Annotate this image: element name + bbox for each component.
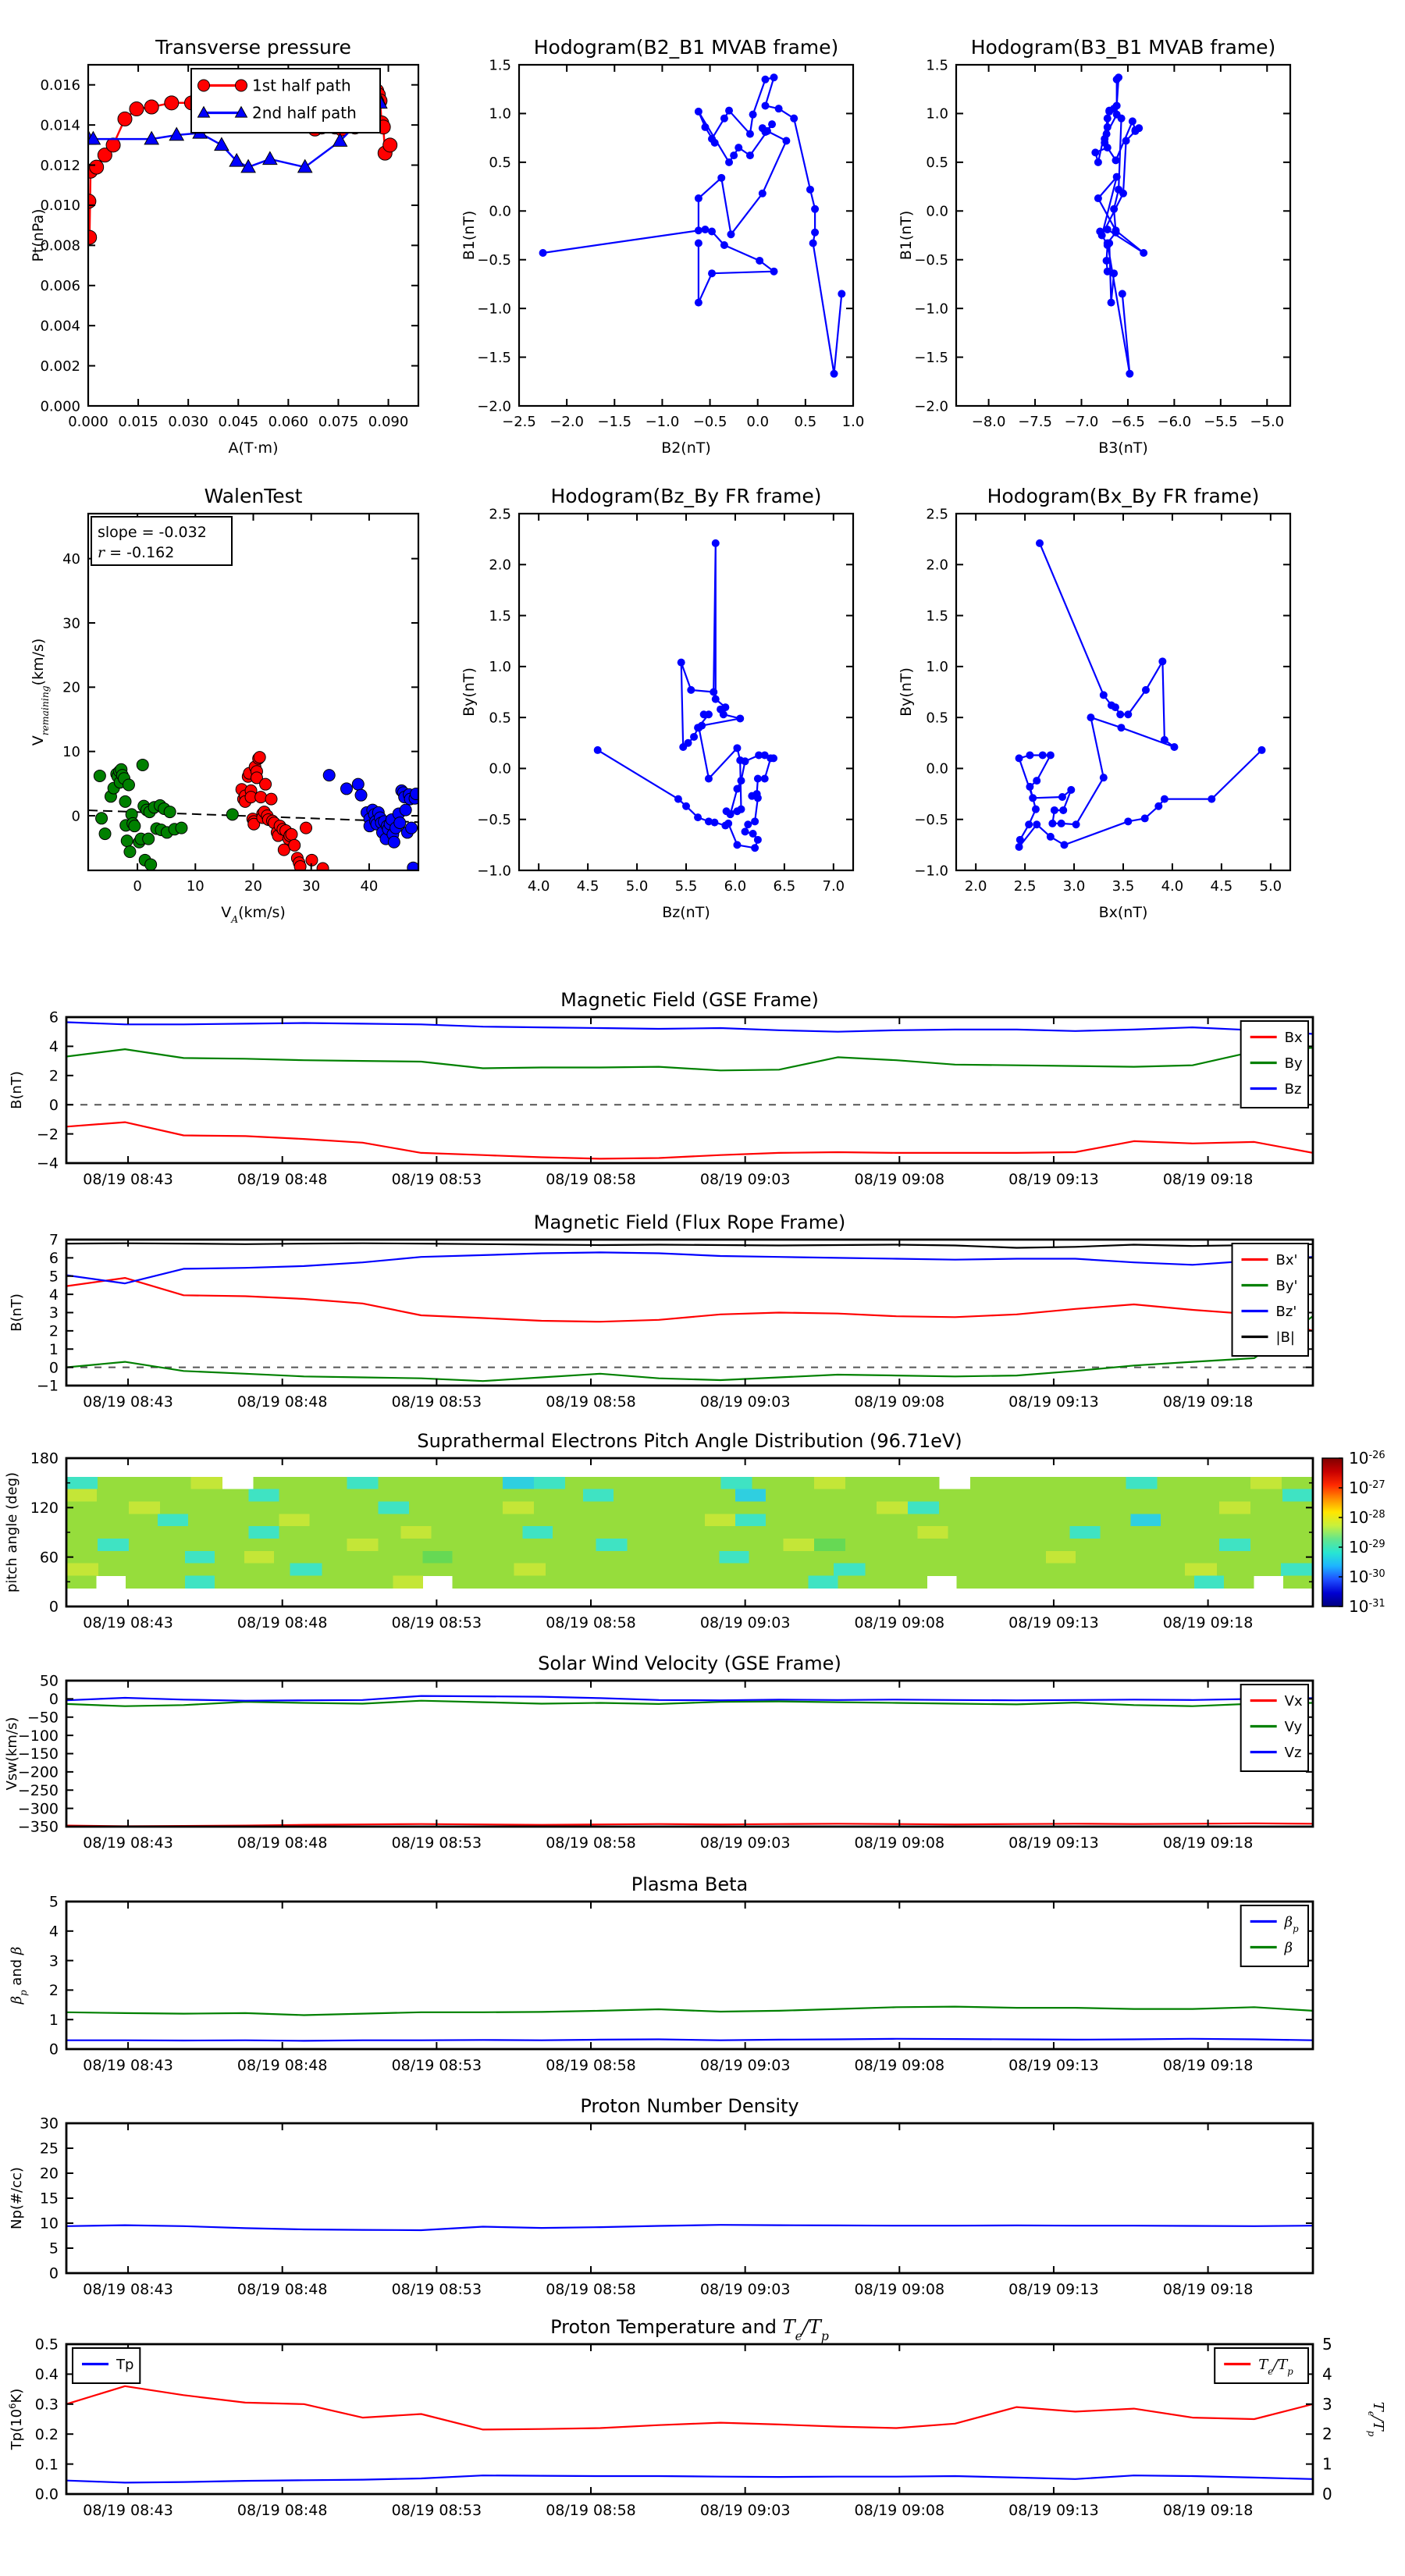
svg-text:08/19 08:58: 08/19 08:58	[546, 2281, 636, 2298]
svg-text:Te/Tp: $T_e/T_p$	[1366, 2401, 1386, 2437]
svg-text:08/19 09:03: 08/19 09:03	[699, 1393, 791, 1411]
svg-text:1.5: 1.5	[926, 57, 948, 74]
svg-text:0.5: 0.5	[794, 414, 817, 430]
svg-text:08/19 08:43: 08/19 08:43	[83, 2057, 173, 2074]
svg-text:08/19 08:53: 08/19 08:53	[391, 2502, 482, 2519]
svg-text:slope = -0.032: slope = -0.032	[98, 524, 207, 542]
svg-text:10: 10	[62, 743, 80, 760]
svg-text:0: 0	[48, 1359, 59, 1377]
svg-text:Vx: Vx	[1284, 1692, 1303, 1710]
svg-text:Proton Temperature and Te/Tp: Proton Temperature and $T_e/T_p$	[550, 2316, 829, 2343]
svg-text:4.5: 4.5	[1210, 878, 1233, 895]
svg-text:WalenTest: WalenTest	[204, 485, 303, 507]
svg-text:−2: −2	[36, 1126, 59, 1144]
svg-text:120: 120	[30, 1499, 59, 1517]
svg-text:08/19 09:13: 08/19 09:13	[1008, 2502, 1099, 2519]
svg-text:08/19 09:13: 08/19 09:13	[1008, 1393, 1099, 1411]
svg-text:08/19 09:18: 08/19 09:18	[1162, 1393, 1254, 1411]
svg-text:5.0: 5.0	[1259, 878, 1282, 895]
svg-text:Vz: Vz	[1284, 1744, 1302, 1761]
svg-text:Vsw(km/s): Vsw(km/s)	[4, 1717, 20, 1791]
svg-text:−2.0: −2.0	[550, 414, 585, 430]
svg-text:6: 6	[48, 1250, 59, 1268]
svg-text:40: 40	[62, 550, 80, 568]
svg-text:1: 1	[48, 2011, 59, 2029]
svg-text:2: 2	[1322, 2425, 1332, 2444]
panel-pitch-angle-distribution	[0, 1421, 1405, 1643]
svg-text:−1.0: −1.0	[645, 414, 680, 430]
svg-text:Bx: Bx	[1284, 1029, 1303, 1046]
svg-text:6.0: 6.0	[724, 878, 747, 895]
svg-text:−1: −1	[36, 1377, 59, 1395]
svg-text:08/19 09:03: 08/19 09:03	[699, 1834, 791, 1852]
svg-text:By(nT): By(nT)	[898, 667, 915, 717]
svg-text:08/19 09:03: 08/19 09:03	[699, 2502, 791, 2519]
svg-text:−8.0: −8.0	[971, 414, 1006, 430]
svg-text:B1(nT): B1(nT)	[898, 210, 915, 261]
pad-canvas	[0, 1421, 1405, 1643]
svg-text:2.0: 2.0	[964, 878, 987, 895]
svg-text:−6.5: −6.5	[1111, 414, 1145, 430]
svg-text:10-30: $10^{-30}$	[1349, 1567, 1385, 1586]
panel-proton-number-density	[0, 2086, 1405, 2308]
svg-text:08/19 08:58: 08/19 08:58	[546, 2057, 636, 2074]
wt-canvas	[27, 451, 455, 951]
svg-text:60: 60	[39, 1549, 59, 1567]
svg-text:Suprathermal Electrons Pitch A: Suprathermal Electrons Pitch Angle Distribution (96.71eV)	[417, 1430, 962, 1452]
svg-text:Bz(nT): Bz(nT)	[662, 904, 710, 921]
svg-text:−2.5: −2.5	[502, 414, 536, 430]
svg-text:−1.0: −1.0	[914, 301, 948, 318]
svg-text:−1.0: −1.0	[914, 863, 948, 880]
svg-text:−5.5: −5.5	[1203, 414, 1238, 430]
tp-canvas	[27, 9, 455, 478]
svg-text:−1.5: −1.5	[914, 349, 948, 366]
svg-text:08/19 09:03: 08/19 09:03	[699, 1171, 791, 1188]
svg-text:08/19 09:03: 08/19 09:03	[699, 2281, 791, 2298]
svg-text:180: 180	[30, 1450, 59, 1468]
h21-canvas	[458, 9, 886, 478]
svg-text:0.016: 0.016	[40, 77, 80, 94]
svg-text:1: 1	[1322, 2454, 1332, 2474]
svg-text:3: 3	[1322, 2394, 1332, 2414]
svg-text:3.0: 3.0	[1062, 878, 1086, 895]
svg-text:10-28: $10^{-28}$	[1349, 1508, 1385, 1527]
svg-text:4: 4	[48, 1923, 59, 1941]
svg-text:30: 30	[302, 878, 321, 895]
svg-text:Tp(106K): $Tp(10^6K)$	[7, 2388, 25, 2450]
svg-text:08/19 09:18: 08/19 09:18	[1162, 2057, 1254, 2074]
svg-text:By: By	[1284, 1055, 1303, 1072]
svg-text:5.0: 5.0	[625, 878, 649, 895]
svg-text:5: 5	[48, 1893, 59, 1911]
svg-text:0.008: 0.008	[40, 237, 80, 254]
hxy-canvas	[889, 451, 1326, 951]
svg-text:08/19 09:13: 08/19 09:13	[1008, 1834, 1099, 1852]
svg-text:0: 0	[133, 878, 142, 895]
svg-text:Bz': Bz'	[1275, 1303, 1297, 1320]
svg-text:20: 20	[244, 878, 262, 895]
svg-text:20: 20	[62, 679, 80, 696]
svg-text:08/19 08:43: 08/19 08:43	[83, 2281, 173, 2298]
svg-text:4.0: 4.0	[527, 878, 550, 895]
svg-text:08/19 08:53: 08/19 08:53	[391, 1614, 482, 1631]
svg-text:0: 0	[71, 808, 80, 825]
svg-text:Pt(nPa): Pt(nPa)	[30, 208, 47, 262]
svg-text:0.5: 0.5	[926, 155, 948, 172]
svg-text:08/19 08:48: 08/19 08:48	[237, 1614, 328, 1631]
svg-text:08/19 08:43: 08/19 08:43	[83, 2502, 173, 2519]
svg-text:08/19 09:08: 08/19 09:08	[854, 2281, 945, 2298]
svg-text:08/19 09:03: 08/19 09:03	[699, 2057, 791, 2074]
svg-text:0.5: 0.5	[489, 710, 511, 727]
svg-text:4.5: 4.5	[576, 878, 599, 895]
svg-text:08/19 09:18: 08/19 09:18	[1162, 1834, 1254, 1852]
svg-text:08/19 08:58: 08/19 08:58	[546, 1614, 636, 1631]
tp2-canvas	[0, 2307, 1405, 2576]
svg-text:pitch angle (deg): pitch angle (deg)	[4, 1471, 20, 1593]
svg-text:30: 30	[62, 615, 80, 632]
svg-text:1: 1	[48, 1340, 59, 1358]
svg-text:0.006: 0.006	[40, 278, 80, 295]
chart-hodogram-bz-by	[458, 451, 886, 951]
svg-text:08/19 08:53: 08/19 08:53	[391, 2057, 482, 2074]
svg-text:−1.5: −1.5	[597, 414, 632, 430]
svg-text:08/19 09:08: 08/19 09:08	[854, 1171, 945, 1188]
svg-text:08/19 08:53: 08/19 08:53	[391, 1171, 482, 1188]
svg-text:08/19 09:18: 08/19 09:18	[1162, 2502, 1254, 2519]
svg-text:−2.0: −2.0	[477, 398, 511, 415]
svg-text:Magnetic Field (GSE Frame): Magnetic Field (GSE Frame)	[560, 989, 819, 1011]
svg-text:−6.0: −6.0	[1157, 414, 1192, 430]
chart-walen-test	[27, 451, 455, 951]
svg-text:By(nT): By(nT)	[461, 667, 478, 717]
svg-text:0.5: 0.5	[489, 155, 511, 172]
svg-text:0: 0	[48, 1691, 59, 1709]
svg-text:Proton Number Density: Proton Number Density	[580, 2095, 799, 2117]
svg-text:08/19 09:08: 08/19 09:08	[854, 2502, 945, 2519]
svg-text:08/19 08:58: 08/19 08:58	[546, 1171, 636, 1188]
svg-text:7.0: 7.0	[822, 878, 845, 895]
svg-text:08/19 09:13: 08/19 09:13	[1008, 2281, 1099, 2298]
svg-text:Magnetic Field (Flux Rope Fram: Magnetic Field (Flux Rope Frame)	[533, 1212, 846, 1233]
svg-text:10: 10	[186, 878, 205, 895]
svg-text:2.5: 2.5	[1013, 878, 1037, 895]
svg-text:0.075: 0.075	[318, 414, 359, 430]
svg-text:08/19 08:58: 08/19 08:58	[546, 1393, 636, 1411]
svg-text:0.015: 0.015	[118, 414, 158, 430]
svg-text:−200: −200	[17, 1763, 59, 1781]
svg-text:0.0: 0.0	[489, 203, 511, 220]
svg-text:0.090: 0.090	[368, 414, 409, 430]
svg-text:4: 4	[48, 1038, 59, 1056]
svg-text:5: 5	[1322, 2335, 1332, 2354]
svg-text:08/19 08:48: 08/19 08:48	[237, 2281, 328, 2298]
svg-text:0.014: 0.014	[40, 117, 80, 134]
panel-magnetic-field-flux-rope	[0, 1202, 1405, 1425]
svg-text:25: 25	[39, 2140, 59, 2158]
svg-text:B(nT): B(nT)	[9, 1293, 25, 1332]
svg-text:3: 3	[48, 1952, 59, 1970]
svg-text:4.0: 4.0	[1161, 878, 1184, 895]
svg-text:08/19 09:13: 08/19 09:13	[1008, 1614, 1099, 1631]
svg-text:−4: −4	[36, 1155, 59, 1172]
fr-canvas	[0, 1202, 1405, 1425]
svg-text:20: 20	[39, 2165, 59, 2183]
svg-text:08/19 08:43: 08/19 08:43	[83, 1834, 173, 1852]
svg-text:1.5: 1.5	[489, 607, 511, 624]
svg-text:−0.5: −0.5	[914, 252, 948, 269]
svg-text:1.0: 1.0	[926, 105, 948, 123]
svg-text:15: 15	[39, 2190, 59, 2208]
svg-text:−2.0: −2.0	[914, 398, 948, 415]
svg-text:2.5: 2.5	[489, 506, 511, 523]
svg-text:1.5: 1.5	[926, 607, 948, 624]
svg-text:5.5: 5.5	[674, 878, 698, 895]
svg-text:−7.5: −7.5	[1018, 414, 1052, 430]
svg-text:08/19 08:43: 08/19 08:43	[83, 1171, 173, 1188]
svg-text:08/19 09:18: 08/19 09:18	[1162, 2281, 1254, 2298]
svg-text:08/19 08:53: 08/19 08:53	[391, 2281, 482, 2298]
svg-text:5: 5	[48, 2240, 59, 2258]
svg-text:Te/Tp: $T_e/T_p$	[1258, 2356, 1293, 2377]
beta-canvas	[0, 1864, 1405, 2087]
svg-text:−150: −150	[17, 1745, 59, 1763]
svg-text:50: 50	[39, 1672, 59, 1690]
svg-text:Np(#/cc): Np(#/cc)	[9, 2167, 25, 2229]
svg-text:−7.0: −7.0	[1064, 414, 1099, 430]
svg-text:0: 0	[1322, 2485, 1332, 2503]
svg-text:08/19 08:43: 08/19 08:43	[83, 1614, 173, 1631]
svg-text:Vremaining(km/s): $V_{remaining}(km/s)$	[30, 638, 51, 746]
svg-text:0.000: 0.000	[40, 398, 80, 415]
svg-text:1.5: 1.5	[489, 57, 511, 74]
svg-text:1st half path: 1st half path	[252, 76, 351, 95]
svg-text:08/19 09:08: 08/19 09:08	[854, 2057, 945, 2074]
svg-text:0.002: 0.002	[40, 358, 80, 375]
svg-text:3: 3	[48, 1304, 59, 1322]
svg-text:Vy: Vy	[1284, 1718, 1303, 1735]
svg-text:−0.5: −0.5	[477, 252, 511, 269]
svg-text:0.5: 0.5	[926, 710, 948, 727]
svg-text:By': By'	[1275, 1277, 1298, 1294]
svg-text:3.5: 3.5	[1112, 878, 1135, 895]
svg-text:08/19 08:58: 08/19 08:58	[546, 1834, 636, 1852]
svg-text:6: 6	[48, 1009, 59, 1026]
svg-text:5: 5	[48, 1268, 59, 1286]
svg-text:0: 0	[48, 1598, 59, 1616]
svg-text:0.0: 0.0	[746, 414, 770, 430]
svg-text:r = -0.162: r = -0.162	[98, 544, 175, 562]
svg-text:Tp: Tp	[116, 2356, 134, 2373]
chart-transverse-pressure	[27, 9, 455, 478]
svg-text:2: 2	[48, 1982, 59, 2000]
svg-text:−0.5: −0.5	[914, 812, 948, 829]
chart-hodogram-bx-by	[889, 451, 1326, 951]
svg-text:2.5: 2.5	[926, 506, 948, 523]
svg-text:08/19 08:48: 08/19 08:48	[237, 1393, 328, 1411]
svg-text:2.0: 2.0	[489, 557, 511, 574]
svg-text:−1.0: −1.0	[477, 863, 511, 880]
svg-text:βp and β: $\beta_p$ and β	[9, 1946, 29, 2005]
svg-text:0.0: 0.0	[34, 2485, 59, 2503]
svg-text:|B|: |B|	[1275, 1329, 1296, 1346]
svg-text:08/19 09:13: 08/19 09:13	[1008, 1171, 1099, 1188]
svg-text:0.3: 0.3	[34, 2396, 59, 2414]
svg-text:08/19 09:03: 08/19 09:03	[699, 1614, 791, 1631]
svg-text:−250: −250	[17, 1781, 59, 1799]
svg-text:−50: −50	[27, 1709, 59, 1727]
svg-text:08/19 09:18: 08/19 09:18	[1162, 1171, 1254, 1188]
svg-text:−5.0: −5.0	[1250, 414, 1285, 430]
svg-text:−0.5: −0.5	[477, 812, 511, 829]
svg-text:VA(km/s): $V_A(km/s)$	[221, 904, 286, 925]
svg-text:0.000: 0.000	[68, 414, 108, 430]
svg-text:4: 4	[48, 1286, 59, 1304]
svg-text:10-27: $10^{-27}$	[1349, 1478, 1385, 1497]
svg-text:−0.5: −0.5	[692, 414, 727, 430]
chart-hodogram-b2-b1	[458, 9, 886, 478]
svg-text:0.4: 0.4	[34, 2366, 59, 2384]
svg-text:0.0: 0.0	[926, 203, 948, 220]
panel-magnetic-field-gse	[0, 980, 1405, 1202]
svg-text:0: 0	[48, 1096, 59, 1114]
svg-text:−1.5: −1.5	[477, 349, 511, 366]
svg-text:40: 40	[360, 878, 379, 895]
svg-text:B3(nT): B3(nT)	[1098, 439, 1148, 457]
svg-text:−350: −350	[17, 1818, 59, 1836]
panel-proton-temperature	[0, 2307, 1405, 2576]
svg-text:1.0: 1.0	[489, 659, 511, 676]
svg-text:2: 2	[48, 1067, 59, 1085]
svg-text:0.010: 0.010	[40, 197, 80, 215]
np-canvas	[0, 2086, 1405, 2308]
svg-text:7: 7	[48, 1231, 59, 1249]
svg-text:08/19 08:48: 08/19 08:48	[237, 2057, 328, 2074]
svg-text:0.004: 0.004	[40, 318, 80, 335]
svg-text:−1.0: −1.0	[477, 301, 511, 318]
svg-text:10-31: $10^{-31}$	[1349, 1597, 1385, 1616]
svg-text:0.1: 0.1	[34, 2456, 59, 2474]
svg-text:1.0: 1.0	[926, 659, 948, 676]
svg-text:B(nT): B(nT)	[9, 1071, 25, 1109]
vsw-canvas	[0, 1643, 1405, 1866]
svg-text:08/19 09:08: 08/19 09:08	[854, 1834, 945, 1852]
svg-text:2.0: 2.0	[926, 557, 948, 574]
svg-text:0.0: 0.0	[926, 760, 948, 777]
svg-text:β: β	[1284, 1939, 1293, 1956]
svg-text:0.2: 0.2	[34, 2425, 59, 2443]
h31-canvas	[889, 9, 1326, 478]
svg-text:08/19 08:48: 08/19 08:48	[237, 1171, 328, 1188]
svg-text:30: 30	[39, 2115, 59, 2133]
gse-canvas	[0, 980, 1405, 1202]
svg-text:08/19 08:53: 08/19 08:53	[391, 1393, 482, 1411]
panel-solar-wind-velocity	[0, 1643, 1405, 1866]
panel-plasma-beta	[0, 1864, 1405, 2087]
svg-text:1.0: 1.0	[489, 105, 511, 123]
svg-text:B2(nT): B2(nT)	[661, 439, 711, 457]
svg-text:08/19 09:08: 08/19 09:08	[854, 1393, 945, 1411]
svg-text:2nd half path: 2nd half path	[252, 103, 357, 123]
svg-text:0.012: 0.012	[40, 157, 80, 174]
svg-text:Solar Wind Velocity (GSE Frame: Solar Wind Velocity (GSE Frame)	[538, 1653, 841, 1674]
svg-text:10-26: $10^{-26}$	[1349, 1449, 1385, 1468]
svg-text:A(T·m): A(T·m)	[228, 439, 279, 457]
hzy-canvas	[458, 451, 886, 951]
svg-text:0.060: 0.060	[268, 414, 309, 430]
svg-text:08/19 08:48: 08/19 08:48	[237, 1834, 328, 1852]
svg-text:Bx': Bx'	[1275, 1251, 1298, 1268]
svg-text:0: 0	[48, 2265, 59, 2282]
svg-text:βp: $\beta_p$	[1284, 1913, 1299, 1934]
svg-text:10: 10	[39, 2215, 59, 2233]
svg-text:B1(nT): B1(nT)	[461, 210, 478, 261]
svg-text:10-29: $10^{-29}$	[1349, 1538, 1385, 1557]
svg-text:0: 0	[48, 2041, 59, 2058]
svg-text:0.5: 0.5	[34, 2336, 59, 2354]
svg-text:0.030: 0.030	[168, 414, 208, 430]
svg-text:Hodogram(Bx_By FR frame): Hodogram(Bx_By FR frame)	[987, 485, 1260, 507]
svg-text:08/19 08:58: 08/19 08:58	[546, 2502, 636, 2519]
svg-text:Transverse pressure: Transverse pressure	[155, 36, 351, 59]
svg-text:08/19 09:18: 08/19 09:18	[1162, 1614, 1254, 1631]
svg-text:Hodogram(B2_B1 MVAB frame): Hodogram(B2_B1 MVAB frame)	[533, 36, 839, 59]
svg-text:08/19 08:48: 08/19 08:48	[237, 2502, 328, 2519]
svg-text:08/19 09:13: 08/19 09:13	[1008, 2057, 1099, 2074]
svg-text:08/19 09:08: 08/19 09:08	[854, 1614, 945, 1631]
svg-text:08/19 08:43: 08/19 08:43	[83, 1393, 173, 1411]
svg-text:−300: −300	[17, 1800, 59, 1818]
svg-text:4: 4	[1322, 2364, 1332, 2384]
svg-text:Plasma Beta: Plasma Beta	[631, 1873, 749, 1895]
svg-text:08/19 08:53: 08/19 08:53	[391, 1834, 482, 1852]
svg-text:0.0: 0.0	[489, 760, 511, 777]
svg-text:Hodogram(B3_B1 MVAB frame): Hodogram(B3_B1 MVAB frame)	[970, 36, 1276, 59]
svg-text:0.045: 0.045	[218, 414, 259, 430]
chart-hodogram-b3-b1	[889, 9, 1326, 478]
svg-text:6.5: 6.5	[773, 878, 796, 895]
svg-text:Bx(nT): Bx(nT)	[1098, 904, 1148, 921]
svg-text:1.0: 1.0	[841, 414, 865, 430]
svg-text:Hodogram(Bz_By FR frame): Hodogram(Bz_By FR frame)	[550, 485, 822, 507]
svg-text:2: 2	[48, 1322, 59, 1340]
svg-text:−100: −100	[17, 1727, 59, 1745]
svg-text:Bz: Bz	[1284, 1080, 1302, 1098]
